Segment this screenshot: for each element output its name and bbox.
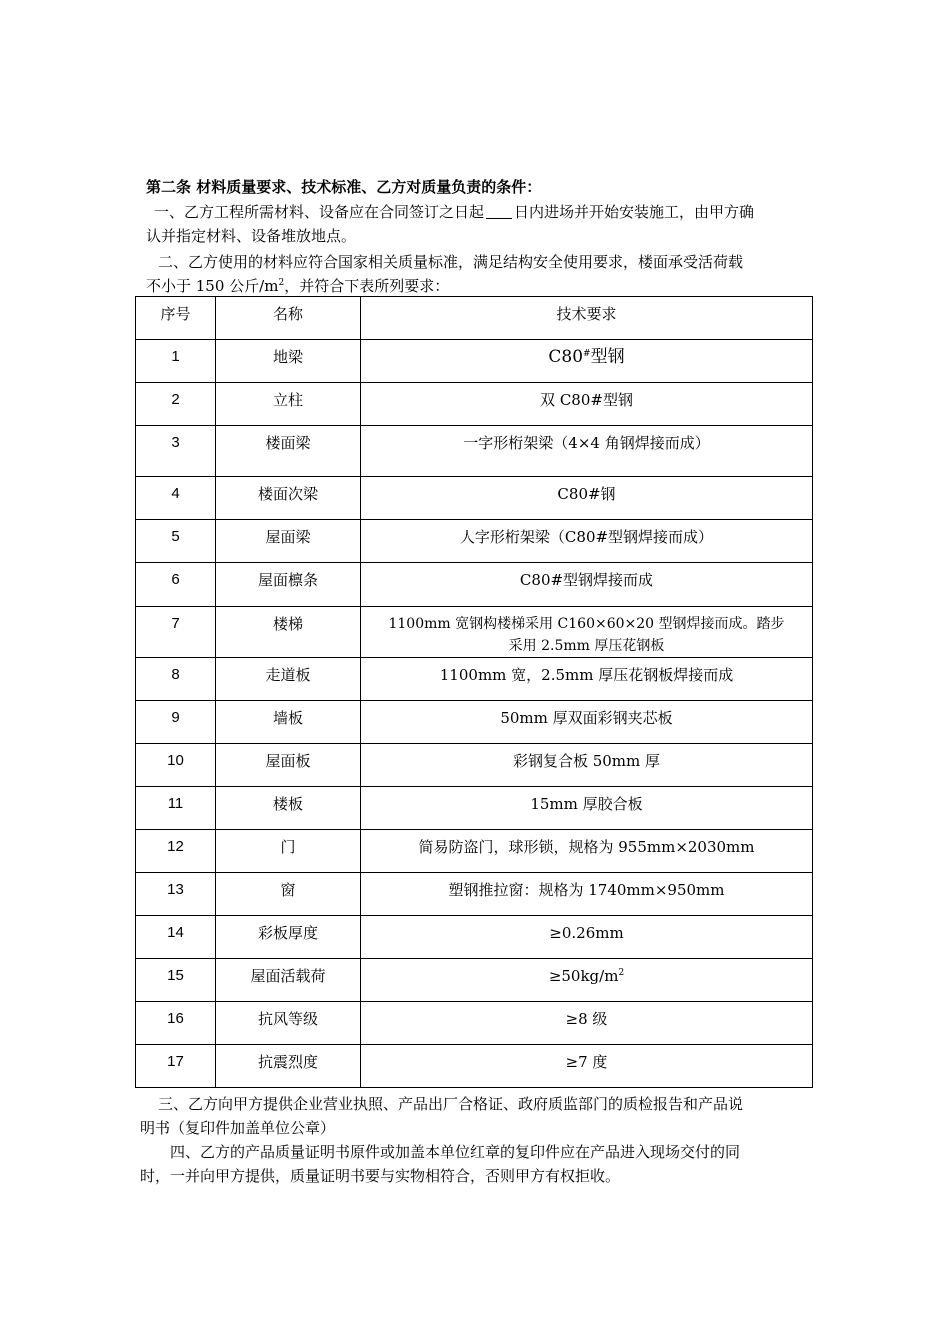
row-name: 屋面檩条 [216, 563, 361, 607]
row-no: 2 [136, 383, 216, 426]
row-no: 9 [136, 701, 216, 744]
paragraph-one-line-2: 认并指定材料、设备堆放地点。 [146, 227, 357, 245]
row-name: 窗 [216, 873, 361, 916]
table-row [136, 426, 813, 477]
row-name: 墙板 [216, 701, 361, 744]
requirement-text: ≥50kg/m [548, 967, 619, 985]
paragraph-two-line-2 [140, 274, 812, 298]
row-name: 地梁 [216, 340, 361, 383]
row-name: 彩板厚度 [216, 916, 361, 959]
header-no: 序号 [136, 297, 216, 340]
requirement-superscript: 2 [618, 968, 625, 978]
row-name: 走道板 [216, 658, 361, 701]
table-row [136, 340, 813, 383]
table-row [136, 1002, 813, 1045]
row-name: 楼面梁 [216, 426, 361, 477]
row-no: 6 [136, 563, 216, 607]
table-header-row [136, 297, 813, 340]
table-row [136, 787, 813, 830]
table-row [136, 520, 813, 563]
row-name: 门 [216, 830, 361, 873]
row-requirement [361, 607, 813, 658]
row-no: 1 [136, 340, 216, 383]
requirement-superscript: # [583, 349, 591, 359]
requirement-line-2: 采用 2.5mm 厚压花钢板 [508, 638, 665, 654]
material-spec-table [135, 296, 813, 1088]
row-requirement: 15mm 厚胶合板 [361, 787, 813, 830]
row-no: 16 [136, 1002, 216, 1045]
table-row [136, 916, 813, 959]
row-requirement: 人字形桁架梁（C80#型钢焊接而成） [361, 520, 813, 563]
paragraph-four-line-2: 时，一并向甲方提供，质量证明书要与实物相符合，否则甲方有权拒收。 [140, 1167, 621, 1185]
row-name: 立柱 [216, 383, 361, 426]
table-row [136, 383, 813, 426]
table-row [136, 873, 813, 916]
row-name: 抗风等级 [216, 1002, 361, 1045]
paragraph-four [140, 1140, 812, 1188]
row-no: 15 [136, 959, 216, 1002]
row-no: 11 [136, 787, 216, 830]
row-name: 楼板 [216, 787, 361, 830]
row-no: 14 [136, 916, 216, 959]
table-row [136, 1045, 813, 1088]
row-requirement: C80#型钢焊接而成 [361, 563, 813, 607]
table-row [136, 563, 813, 607]
paragraph-one-text-a: 一、乙方工程所需材料、设备应在合同签订之日起 [154, 203, 485, 221]
row-no: 5 [136, 520, 216, 563]
paragraph-four-line-1: 四、乙方的产品质量证明书原件或加盖本单位红章的复印件应在产品进入现场交付的同 [170, 1143, 741, 1161]
load-text-after: ，并符合下表所列要求： [284, 277, 450, 295]
row-requirement: 1100mm 宽，2.5mm 厚压花钢板焊接而成 [361, 658, 813, 701]
load-unit-superscript: 2 [278, 278, 285, 288]
row-requirement [361, 340, 813, 383]
days-blank [486, 202, 512, 219]
row-requirement: 彩钢复合板 50mm 厚 [361, 744, 813, 787]
row-requirement: 一字形桁架梁（4×4 角钢焊接而成） [361, 426, 813, 477]
row-requirement: C80#钢 [361, 477, 813, 520]
row-requirement [361, 959, 813, 1002]
paragraph-three-line-1: 三、乙方向甲方提供企业营业执照、产品出厂合格证、政府质监部门的质检报告和产品说 [158, 1095, 744, 1113]
row-requirement: 简易防盗门，球形锁，规格为 955mm×2030mm [361, 830, 813, 873]
row-name: 屋面梁 [216, 520, 361, 563]
row-requirement: ≥7 度 [361, 1045, 813, 1088]
row-requirement: 50mm 厚双面彩钢夹芯板 [361, 701, 813, 744]
paragraph-one-line-1 [140, 200, 812, 224]
requirement-text: C80 [548, 347, 584, 367]
row-name: 抗震烈度 [216, 1045, 361, 1088]
row-no: 13 [136, 873, 216, 916]
table-row [136, 477, 813, 520]
paragraph-one-text-b: 日内进场并开始安装施工，由甲方确 [514, 203, 755, 221]
requirement-text-after: 型钢 [590, 347, 625, 367]
row-no: 17 [136, 1045, 216, 1088]
row-no: 7 [136, 607, 216, 658]
table-row [136, 959, 813, 1002]
row-name: 楼面次梁 [216, 477, 361, 520]
load-text: 不小于 150 公斤/m [146, 277, 279, 295]
row-no: 12 [136, 830, 216, 873]
paragraph-three [140, 1092, 812, 1140]
paragraph-one [140, 200, 812, 248]
row-requirement: 塑钢推拉窗：规格为 1740mm×950mm [361, 873, 813, 916]
paragraph-three-line-2: 明书（复印件加盖单位公章） [140, 1119, 336, 1137]
table-row [136, 658, 813, 701]
requirement-line-1: 1100mm 宽钢构楼梯采用 C160×60×20 型钢焊接而成。踏步 [388, 616, 785, 632]
row-name: 屋面活载荷 [216, 959, 361, 1002]
table-row [136, 607, 813, 658]
header-requirement: 技术要求 [361, 297, 813, 340]
row-name: 屋面板 [216, 744, 361, 787]
row-name: 楼梯 [216, 607, 361, 658]
table-row [136, 744, 813, 787]
row-no: 10 [136, 744, 216, 787]
table-row [136, 701, 813, 744]
article-heading: 第二条 材料质量要求、技术标准、乙方对质量负责的条件： [146, 178, 542, 196]
row-no: 8 [136, 658, 216, 701]
header-name: 名称 [216, 297, 361, 340]
paragraph-two-line-1: 二、乙方使用的材料应符合国家相关质量标准，满足结构安全使用要求，楼面承受活荷载 [158, 253, 744, 271]
row-no: 3 [136, 426, 216, 477]
table-row [136, 830, 813, 873]
row-requirement: 双 C80#型钢 [361, 383, 813, 426]
row-requirement: ≥0.26mm [361, 916, 813, 959]
paragraph-two [140, 250, 812, 298]
row-requirement: ≥8 级 [361, 1002, 813, 1045]
row-no: 4 [136, 477, 216, 520]
